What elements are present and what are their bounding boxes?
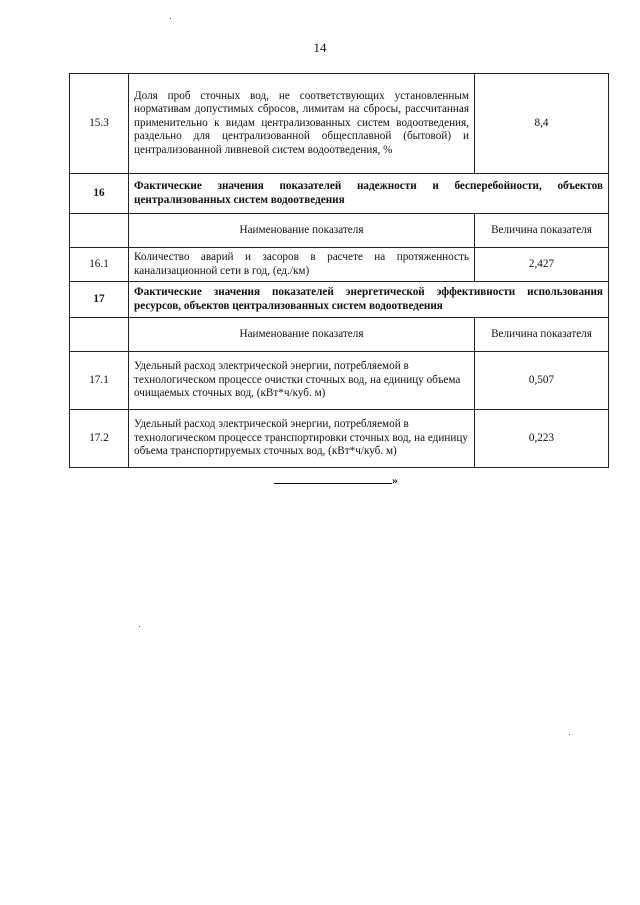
column-header-value: Величина показателя	[475, 318, 609, 352]
closing-quote: »	[392, 473, 398, 487]
indicator-name: Доля проб сточных вод, не соответствующих установленным нормативам допустимых сбросов, лимитам на сбросы, рассчитанная применительно к видам централизованных систем водоотведения, раздельно для централизованной общесплавной (бытовой) и централизованной ливневой систем водоотведения, %	[129, 74, 475, 174]
column-header-name: Наименование показателя	[129, 214, 475, 248]
indicators-table	[69, 73, 609, 468]
section-header-row	[70, 282, 609, 318]
section-number: 16	[70, 174, 129, 214]
column-header-name: Наименование показателя	[129, 318, 475, 352]
section-number: 17	[70, 282, 129, 318]
indicator-value: 0,507	[475, 352, 609, 410]
indicator-value: 8,4	[475, 74, 609, 174]
page-number: 14	[313, 40, 327, 55]
column-header-row	[70, 214, 609, 248]
scan-speck	[170, 18, 171, 19]
scan-speck	[569, 734, 570, 735]
row-number: 15.3	[70, 74, 129, 174]
closing-line	[274, 472, 398, 488]
indicator-name: Удельный расход электрической энергии, потребляемой в технологическом процессе транспортировки сточных вод, на единицу объема транспортируемых сточных вод, (кВт*ч/куб. м)	[129, 410, 475, 468]
empty-cell	[70, 214, 129, 248]
indicator-value: 2,427	[475, 248, 609, 282]
row-number: 17.1	[70, 352, 129, 410]
row-number: 16.1	[70, 248, 129, 282]
column-header-value: Величина показателя	[475, 214, 609, 248]
section-header-row	[70, 174, 609, 214]
table-row	[70, 74, 609, 174]
column-header-row	[70, 318, 609, 352]
scan-speck	[139, 626, 140, 627]
section-title: Фактические значения показателей надежности и бесперебойности, объектов централизованных систем водоотведения	[129, 174, 609, 214]
table-row	[70, 410, 609, 468]
table-row	[70, 352, 609, 410]
indicator-name: Удельный расход электрической энергии, потребляемой в технологическом процессе очистки сточных вод, на единицу объема очищаемых сточных вод, (кВт*ч/куб. м)	[129, 352, 475, 410]
indicator-value: 0,223	[475, 410, 609, 468]
empty-cell	[70, 318, 129, 352]
indicator-name: Количество аварий и засоров в расчете на протяженность канализационной сети в год, (ед./км)	[129, 248, 475, 282]
table-row	[70, 248, 609, 282]
section-title: Фактические значения показателей энергетической эффективности использования ресурсов, объектов централизованных систем водоотведения	[129, 282, 609, 318]
row-number: 17.2	[70, 410, 129, 468]
closing-rule	[274, 472, 392, 484]
